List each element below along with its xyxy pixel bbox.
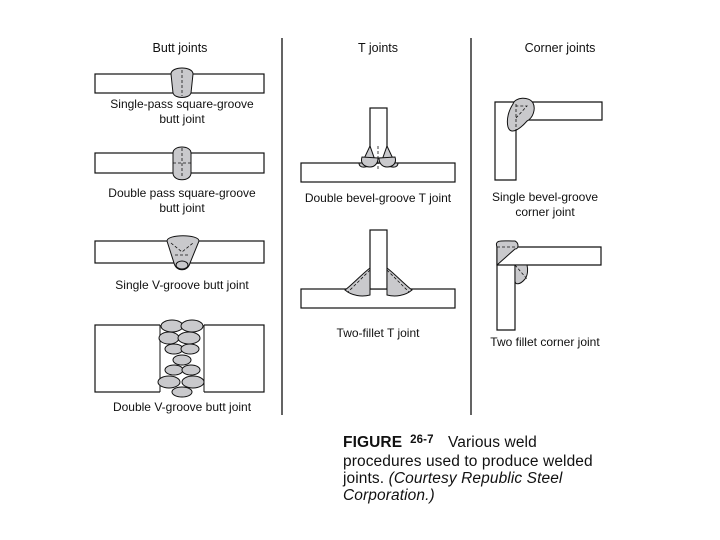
butt-double-v-label: Double V-groove butt joint — [112, 400, 252, 414]
corner-single-bevel-drawing — [495, 98, 602, 180]
butt-double-pass-label-line2: butt joint — [159, 201, 205, 215]
butt-single-pass-drawing — [95, 68, 264, 98]
butt-double-pass-label — [100, 186, 264, 216]
butt-single-pass-label-line1: Single-pass square-groove — [110, 97, 254, 111]
butt-single-v-label: Single V-groove butt joint — [115, 278, 249, 292]
corner-single-bevel-label-line1: Single bevel-groove — [491, 190, 599, 204]
figure-caption — [343, 434, 613, 504]
corner-two-fillet-drawing — [496, 241, 601, 330]
butt-single-pass-label — [100, 97, 264, 127]
tee-two-fillet-label: Two-fillet T joint — [336, 326, 420, 340]
corner-single-bevel-label — [474, 190, 616, 220]
tee-double-bevel-drawing — [301, 108, 455, 182]
figure-word: FIGURE — [343, 434, 403, 451]
figure-caption-text: Various weld procedures used to produce welded joints. — [343, 434, 593, 487]
corner-single-bevel-label-line2: corner joint — [515, 205, 575, 219]
column-header-butt: Butt joints — [152, 41, 208, 55]
butt-single-pass-label-line2: butt joint — [159, 112, 205, 126]
butt-single-v-drawing — [95, 236, 264, 270]
butt-double-pass-drawing — [95, 147, 264, 180]
column-header-corner: Corner joints — [524, 41, 596, 55]
tee-two-fillet-drawing — [301, 230, 455, 308]
tee-double-bevel-label: Double bevel-groove T joint — [304, 191, 452, 205]
butt-double-v-drawing — [95, 318, 264, 400]
figure-number: 26-7 — [410, 434, 434, 446]
figure-caption-credit: (Courtesy Republic Steel Corporation.) — [343, 470, 563, 504]
butt-double-pass-label-line1: Double pass square-groove — [108, 186, 256, 200]
column-header-tee: T joints — [357, 41, 399, 55]
corner-two-fillet-label: Two fillet corner joint — [490, 335, 600, 349]
